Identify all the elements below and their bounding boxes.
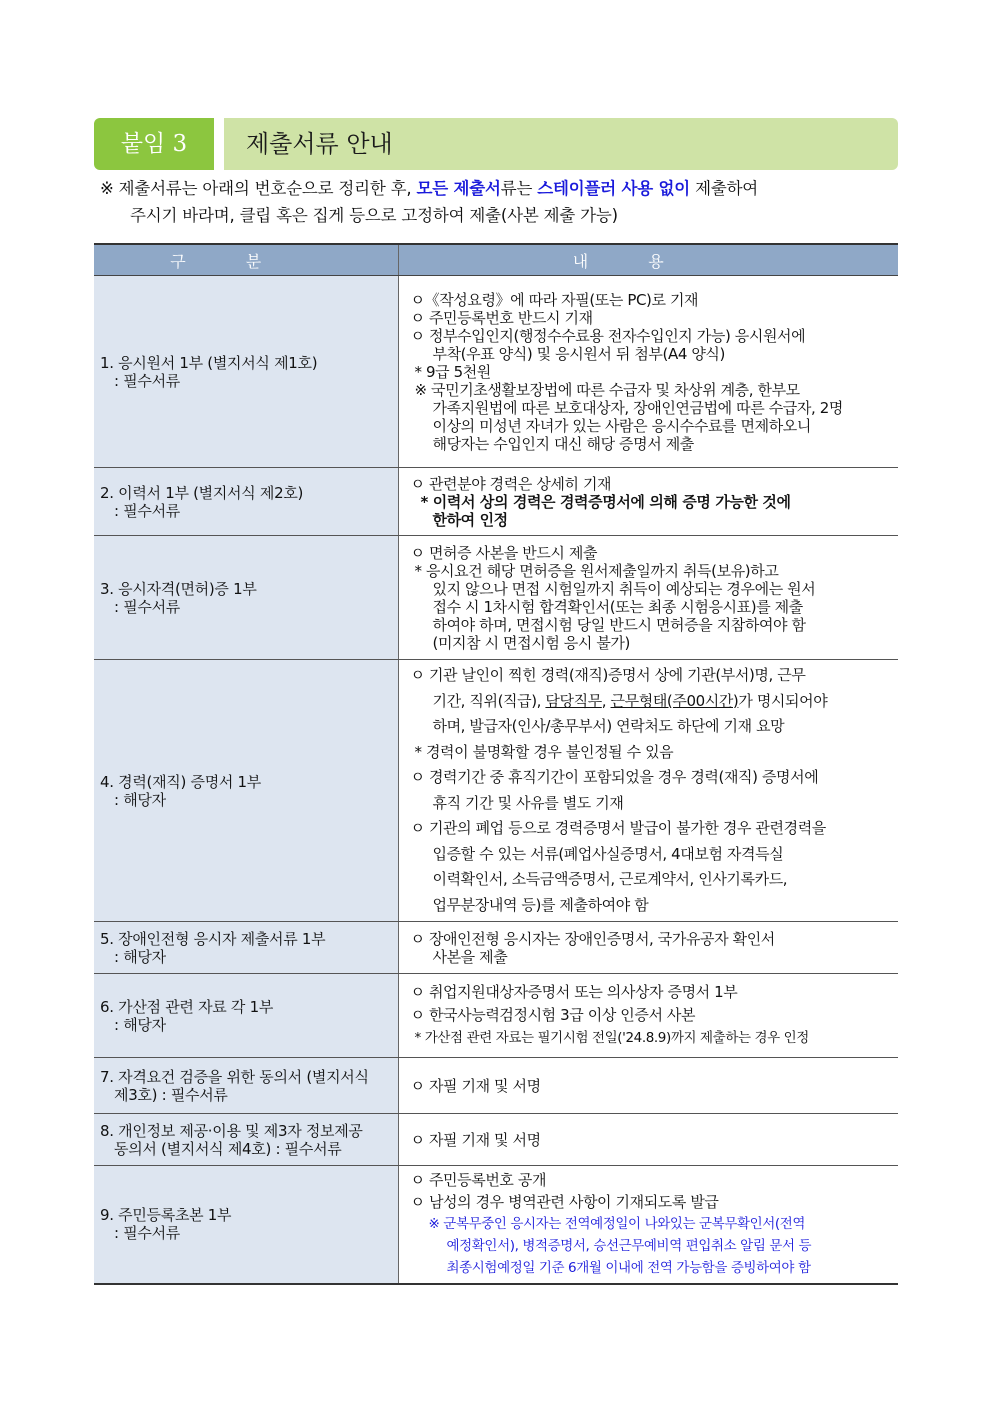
content-line: ㅇ 주민등록번호 반드시 기재 [410, 308, 593, 327]
content-line: * 가산점 관련 자료는 필기시험 전일('24.8.9)까지 제출하는 경우 인정 [414, 1030, 809, 1046]
category-label: 3. 응시자격(면허)증 1부 [100, 579, 257, 598]
content-line: ㅇ 자필 기재 및 서명 [410, 1130, 541, 1149]
category-label: 8. 개인정보 제공·이용 및 제3자 정보제공 [100, 1121, 363, 1140]
row-content [398, 468, 898, 536]
content-line: ㅇ 주민등록번호 공개 [410, 1171, 547, 1190]
documents-table [94, 243, 898, 1285]
content-line: 입증할 수 있는 서류(폐업사실증명서, 4대보험 자격득실 [432, 844, 784, 863]
table-header-row [94, 244, 898, 276]
content-text: , [601, 691, 611, 710]
content-line: ㅇ 자필 기재 및 서명 [410, 1076, 541, 1095]
intro-line-2: 주시기 바라며, 클립 혹은 집게 등으로 고정하여 제출(사본 제출 가능) [130, 206, 618, 225]
intro-line-1 [100, 175, 900, 202]
content-text: 가 명시되어야 [738, 691, 828, 710]
content-line: 해당자는 수입인지 대신 해당 증명서 제출 [432, 434, 694, 453]
content-line: 있지 않으나 면접 시험일까지 취득이 예상되는 경우에는 원서 [432, 579, 816, 598]
content-line [411, 689, 895, 715]
content-underline: 근무형태(주00시간) [610, 691, 739, 710]
content-line: 예정확인서), 병적증명서, 승선근무예비역 편입취소 알림 문서 등 [446, 1238, 812, 1255]
content-line: * 경력이 불명확할 경우 불인정될 수 있음 [414, 742, 674, 761]
row-category [94, 660, 398, 922]
category-sub: : 해당자 [114, 790, 166, 809]
row-content [398, 276, 898, 468]
table-row [94, 1114, 898, 1166]
content-line: * 9급 5천원 [414, 362, 491, 381]
intro-emphasis: 스테이플러 사용 없이 [537, 179, 691, 198]
category-label: 7. 자격요건 검증을 위한 동의서 (별지서식 [100, 1067, 369, 1086]
content-line: ※ 군복무중인 응시자는 전역예정일이 나와있는 군복무확인서(전역 [428, 1216, 806, 1233]
category-sub: : 필수서류 [114, 597, 180, 616]
intro-text: ※ 제출서류는 아래의 번호순으로 정리한 후, [100, 179, 417, 198]
table-row [94, 536, 898, 660]
row-content [398, 1058, 898, 1114]
content-line: ㅇ 장애인전형 응시자는 장애인증명서, 국가유공자 확인서 [410, 929, 775, 948]
row-category [94, 468, 398, 536]
content-line: 한하여 인정 [432, 510, 508, 529]
content-line: (미지참 시 면접시험 응시 불가) [432, 633, 630, 652]
content-line: ※ 국민기초생활보장법에 따른 수급자 및 차상위 계층, 한부모 [414, 380, 800, 399]
row-category [94, 922, 398, 974]
content-line: 이상의 미성년 자녀가 있는 사람은 응시수수료를 면제하오니 [432, 416, 811, 435]
row-content [398, 1114, 898, 1166]
table-row [94, 974, 898, 1058]
content-line: ㅇ 남성의 경우 병역관련 사항이 기재되도록 발급 [410, 1193, 719, 1212]
category-label: 9. 주민등록초본 1부 [100, 1206, 232, 1225]
content-line: 가족지원법에 따른 보호대상자, 장애인연금법에 따른 수급자, 2명 [432, 398, 843, 417]
attachment-tag: 붙임 3 [94, 118, 214, 170]
content-line: * 이력서 상의 경력은 경력증명서에 의해 증명 가능한 것에 [420, 492, 791, 511]
table-row [94, 468, 898, 536]
content-line: ㅇ《작성요령》에 따라 자필(또는 PC)로 기재 [410, 290, 699, 309]
content-text: 기간, 직위(직급), [432, 691, 546, 710]
content-line: ㅇ 경력기간 중 휴직기간이 포함되었을 경우 경력(재직) 증명서에 [410, 768, 819, 786]
header-content: 내용 [398, 244, 898, 276]
intro-note [100, 175, 900, 229]
content-line: 휴직 기간 및 사유를 별도 기재 [432, 793, 624, 812]
intro-emphasis: 모든 제출서 [416, 179, 501, 198]
category-sub: : 해당자 [114, 1015, 166, 1034]
category-sub: : 필수서류 [114, 501, 180, 520]
content-underline: 담당직무 [545, 691, 602, 710]
content-line: 부착(우표 양식) 및 응시원서 뒤 첨부(A4 양식) [432, 344, 725, 363]
row-category [94, 1114, 398, 1166]
content-line: 접수 시 1차시험 합격확인서(또는 최종 시험응시표)를 제출 [432, 597, 803, 616]
content-line: ㅇ 관련분야 경력은 상세히 기재 [410, 474, 612, 493]
content-line: ㅇ 한국사능력검정시험 3급 이상 인증서 사본 [410, 1006, 696, 1024]
row-content [398, 1166, 898, 1284]
content-line: ㅇ 기관의 폐업 등으로 경력증명서 발급이 불가한 경우 관련경력을 [410, 819, 826, 837]
content-line: * 응시요건 해당 면허증을 원서제출일까지 취득(보유)하고 [414, 561, 779, 580]
content-line: 하며, 발급자(인사/총무부서) 연락처도 하단에 기재 요망 [432, 717, 785, 735]
title-bar [224, 118, 898, 170]
content-line: ㅇ 면허증 사본을 반드시 제출 [410, 543, 598, 562]
content-line: ㅇ 기관 날인이 찍힌 경력(재직)증명서 상에 기관(부서)명, 근무 [410, 666, 806, 684]
table-row [94, 276, 898, 468]
category-label: 5. 장애인전형 응시자 제출서류 1부 [100, 929, 326, 948]
category-label: 6. 가산점 관련 자료 각 1부 [100, 997, 274, 1016]
table-row [94, 1058, 898, 1114]
content-line: ㅇ 정부수입인지(행정수수료용 전자수입인지 가능) 응시원서에 [410, 326, 806, 345]
section-header [94, 118, 898, 170]
content-line: 사본을 제출 [432, 947, 508, 966]
category-label: 4. 경력(재직) 증명서 1부 [100, 772, 261, 791]
category-sub: : 필수서류 [114, 371, 180, 390]
table-row [94, 922, 898, 974]
content-line: 최종시험예정일 기준 6개월 이내에 전역 가능함을 증빙하여야 함 [446, 1260, 811, 1277]
row-content [398, 922, 898, 974]
category-sub: 제3호) : 필수서류 [114, 1085, 228, 1104]
content-line: 업무분장내역 등)를 제출하여야 함 [432, 895, 649, 914]
row-category [94, 276, 398, 468]
category-sub: 동의서 (별지서식 제4호) : 필수서류 [114, 1139, 342, 1158]
row-content [398, 974, 898, 1058]
row-content [398, 536, 898, 660]
row-category [94, 974, 398, 1058]
content-line: ㅇ 취업지원대상자증명서 또는 의사상자 증명서 1부 [410, 983, 738, 1001]
category-label: 2. 이력서 1부 (별지서식 제2호) [100, 483, 304, 502]
intro-text: 제출하여 [690, 179, 759, 198]
category-sub: : 해당자 [114, 947, 166, 966]
content-line: 이력확인서, 소득금액증명서, 근로계약서, 인사기록카드, [432, 870, 788, 888]
table-row [94, 660, 898, 922]
category-sub: : 필수서류 [114, 1224, 180, 1243]
row-category [94, 1058, 398, 1114]
intro-text: 류는 [500, 179, 538, 198]
page-title: 제출서류 안내 [246, 130, 393, 158]
category-label: 1. 응시원서 1부 (별지서식 제1호) [100, 353, 318, 372]
content-line: 하여야 하며, 면접시험 당일 반드시 면허증을 지참하여야 함 [432, 615, 806, 634]
header-category: 구분 [94, 244, 398, 276]
row-category [94, 536, 398, 660]
row-content [398, 660, 898, 922]
table-row [94, 1166, 898, 1284]
row-category [94, 1166, 398, 1284]
